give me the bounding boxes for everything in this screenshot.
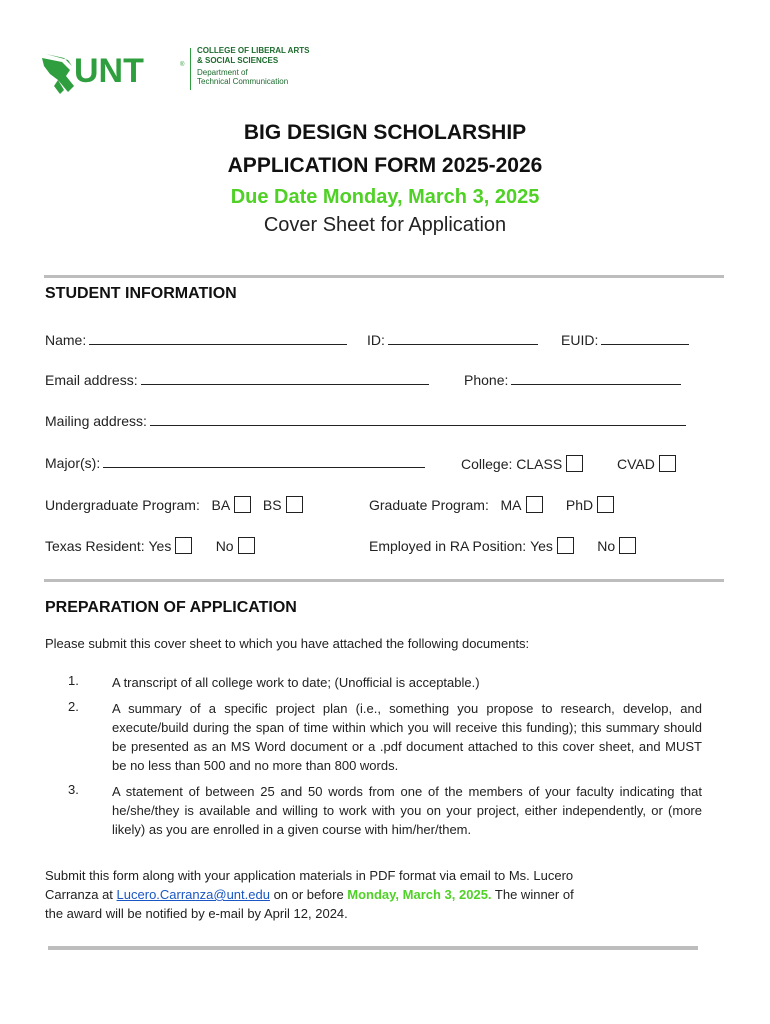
logo-divider — [190, 48, 191, 90]
preparation-heading: PREPARATION OF APPLICATION — [45, 599, 297, 616]
euid-label: EUID: — [561, 332, 599, 348]
name-input[interactable] — [89, 332, 347, 345]
college-label: College: — [461, 456, 513, 472]
item-text-1: A transcript of all college work to date; (Unofficial is acceptable.) — [112, 675, 480, 690]
id-field — [367, 332, 538, 348]
section-divider — [44, 275, 724, 278]
employed-label: Employed in RA Position: — [369, 538, 527, 554]
logo-line-2: & SOCIAL SCIENCES — [197, 56, 279, 65]
college-class-label: CLASS — [516, 456, 563, 472]
bs-checkbox[interactable] — [286, 496, 303, 513]
logo-line-1: COLLEGE OF LIBERAL ARTS — [197, 46, 310, 55]
item-number-2: 2. — [68, 699, 79, 714]
euid-input[interactable] — [601, 332, 689, 345]
submit-instructions — [45, 866, 725, 923]
name-field — [45, 332, 347, 348]
employed-field — [369, 537, 636, 554]
texas-no-label: No — [215, 538, 234, 554]
texas-no-checkbox[interactable] — [238, 537, 255, 554]
id-input[interactable] — [388, 332, 538, 345]
deadline-highlight: Monday, March 3, 2025. — [347, 887, 492, 902]
grad-field — [369, 496, 614, 513]
ma-label: MA — [500, 497, 522, 513]
phone-input[interactable] — [511, 372, 681, 385]
svg-text:®: ® — [180, 62, 185, 68]
mailing-label: Mailing address: — [45, 413, 147, 429]
name-label: Name: — [45, 332, 87, 348]
college-cvad-checkbox[interactable] — [659, 455, 676, 472]
major-input[interactable] — [103, 455, 425, 468]
phone-label: Phone: — [464, 372, 509, 388]
phone-field — [464, 372, 681, 388]
undergrad-label: Undergraduate Program: — [45, 497, 200, 513]
bottom-divider — [48, 946, 698, 950]
submit-line-3: the award will be notified by e-mail by April 12, 2024. — [45, 906, 348, 921]
form-title-line2: APPLICATION FORM 2025-2026 — [227, 154, 543, 177]
texas-field — [45, 537, 255, 554]
undergrad-field — [45, 496, 303, 513]
contact-email-link[interactable]: Lucero.Carranza@unt.edu — [116, 887, 270, 902]
due-date: Due Date Monday, March 3, 2025 — [230, 186, 540, 208]
phd-checkbox[interactable] — [597, 496, 614, 513]
preparation-intro: Please submit this cover sheet to which you have attached the following documents: — [45, 636, 530, 651]
grad-label: Graduate Program: — [369, 497, 489, 513]
phd-label: PhD — [565, 497, 594, 513]
submit-text-c: The winner of — [491, 887, 574, 902]
cvad-field — [617, 455, 676, 472]
form-title-line1: BIG DESIGN SCHOLARSHIP — [243, 121, 527, 144]
ma-checkbox[interactable] — [526, 496, 543, 513]
email-label: Email address: — [45, 372, 138, 388]
mailing-field — [45, 413, 686, 429]
logo-line-4: Technical Communication — [197, 77, 289, 86]
employed-no-label: No — [597, 538, 616, 554]
submit-line-2 — [45, 885, 725, 904]
item-text-2: A summary of a specific project plan (i.e., something you propose to research, develop, and execute/build during the span of time within which you will receive this funding); this summary should be presented as an MS Word document or a .pdf document attached to this cover sheet, and MUST be no less than 500 and no more than 800 words. — [112, 701, 702, 773]
college-class-checkbox[interactable] — [566, 455, 583, 472]
email-field — [45, 372, 429, 388]
section-divider-2 — [44, 579, 724, 582]
item-number-3: 3. — [68, 782, 79, 797]
college-field — [461, 455, 583, 472]
item-text-3: A statement of between 25 and 50 words from one of the members of your faculty indicating that he/she/they is available and willing to work with you on your project, either independently, or (more likely) as you are enrolled in a given course with him/her/them. — [112, 784, 702, 837]
ba-checkbox[interactable] — [234, 496, 251, 513]
submit-text-b: on or before — [269, 887, 348, 902]
eagle-icon — [40, 46, 188, 96]
bs-label: BS — [262, 497, 282, 513]
logo-line-3: Department of — [197, 68, 248, 77]
college-cvad-label: CVAD — [617, 456, 655, 472]
ba-label: BA — [211, 497, 231, 513]
email-input[interactable] — [141, 372, 429, 385]
student-info-heading: STUDENT INFORMATION — [45, 285, 237, 302]
logo-unt-text: UNT — [74, 52, 144, 90]
euid-field — [561, 332, 689, 348]
employed-yes-label: Yes — [530, 538, 553, 554]
texas-yes-label: Yes — [148, 538, 172, 554]
texas-label: Texas Resident: — [45, 538, 145, 554]
submit-line-1: Submit this form along with your application materials in PDF format via email to Ms. Lucero — [45, 868, 574, 883]
submit-text-a: Carranza at — [45, 887, 117, 902]
texas-yes-checkbox[interactable] — [175, 537, 192, 554]
major-label: Major(s): — [45, 455, 101, 471]
item-number-1: 1. — [68, 673, 79, 688]
employed-yes-checkbox[interactable] — [557, 537, 574, 554]
mailing-input[interactable] — [150, 413, 686, 426]
employed-no-checkbox[interactable] — [619, 537, 636, 554]
id-label: ID: — [367, 332, 385, 348]
major-field — [45, 455, 425, 471]
form-subtitle: Cover Sheet for Application — [263, 214, 507, 236]
unt-logo — [40, 46, 310, 98]
